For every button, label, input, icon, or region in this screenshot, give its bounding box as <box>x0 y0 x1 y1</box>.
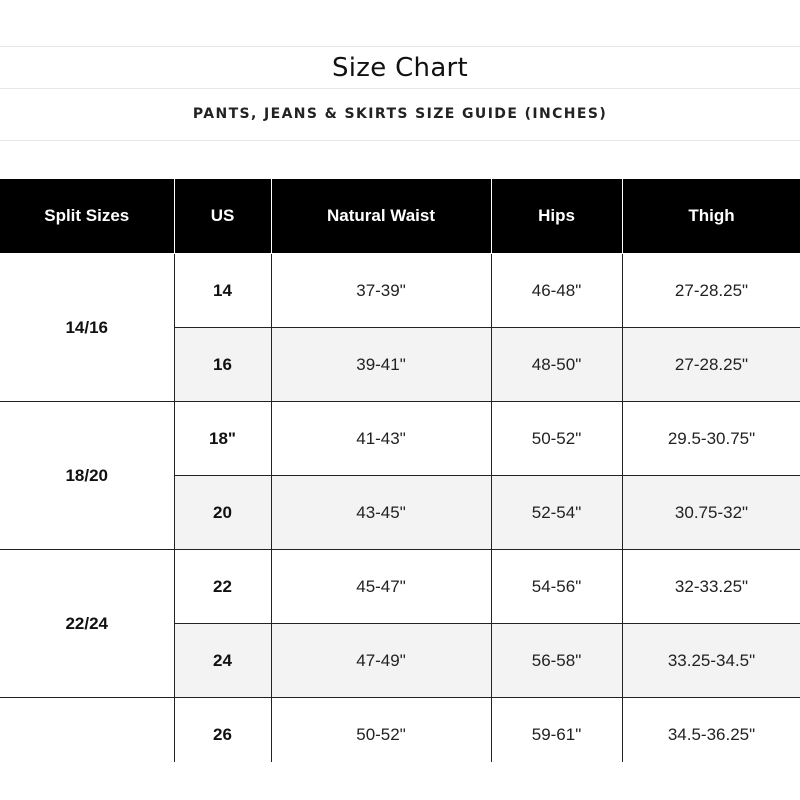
natural-waist-cell: 47-49" <box>271 624 491 698</box>
page-title: Size Chart <box>331 52 469 83</box>
us-size-cell: 18" <box>174 402 271 476</box>
hips-cell: 52-54" <box>491 476 622 550</box>
hips-cell: 48-50" <box>491 328 622 402</box>
hips-cell: 59-61" <box>491 698 622 763</box>
thigh-cell: 30.75-32" <box>622 476 800 550</box>
subtitle-band <box>0 88 800 141</box>
title-band <box>0 46 800 89</box>
hips-cell: 54-56" <box>491 550 622 624</box>
us-size-cell: 22 <box>174 550 271 624</box>
table-row <box>0 698 800 763</box>
hips-cell: 50-52" <box>491 402 622 476</box>
column-header-natural-waist: Natural Waist <box>271 179 491 254</box>
column-header-split-sizes: Split Sizes <box>0 179 174 254</box>
thigh-cell: 27-28.25" <box>622 328 800 402</box>
split-size-cell <box>0 698 174 763</box>
natural-waist-cell: 50-52" <box>271 698 491 763</box>
natural-waist-cell: 39-41" <box>271 328 491 402</box>
column-header-thigh: Thigh <box>622 179 800 254</box>
hips-cell: 46-48" <box>491 254 622 328</box>
natural-waist-cell: 37-39" <box>271 254 491 328</box>
table-header-row <box>0 179 800 254</box>
natural-waist-cell: 41-43" <box>271 402 491 476</box>
split-size-cell: 18/20 <box>0 402 174 550</box>
table-row <box>0 254 800 328</box>
us-size-cell: 20 <box>174 476 271 550</box>
thigh-cell: 33.25-34.5" <box>622 624 800 698</box>
natural-waist-cell: 45-47" <box>271 550 491 624</box>
split-size-cell: 14/16 <box>0 254 174 402</box>
size-table <box>0 178 800 762</box>
us-size-cell: 14 <box>174 254 271 328</box>
thigh-cell: 27-28.25" <box>622 254 800 328</box>
us-size-cell: 16 <box>174 328 271 402</box>
table-row <box>0 550 800 624</box>
table-row <box>0 402 800 476</box>
column-header-hips: Hips <box>491 179 622 254</box>
size-table-container[interactable] <box>0 178 800 762</box>
us-size-cell: 24 <box>174 624 271 698</box>
size-guide-subtitle: PANTS, JEANS & SKIRTS SIZE GUIDE (INCHES) <box>192 106 608 122</box>
thigh-cell: 29.5-30.75" <box>622 402 800 476</box>
column-header-us: US <box>174 179 271 254</box>
split-size-cell: 22/24 <box>0 550 174 698</box>
thigh-cell: 34.5-36.25" <box>622 698 800 763</box>
hips-cell: 56-58" <box>491 624 622 698</box>
thigh-cell: 32-33.25" <box>622 550 800 624</box>
us-size-cell: 26 <box>174 698 271 763</box>
natural-waist-cell: 43-45" <box>271 476 491 550</box>
